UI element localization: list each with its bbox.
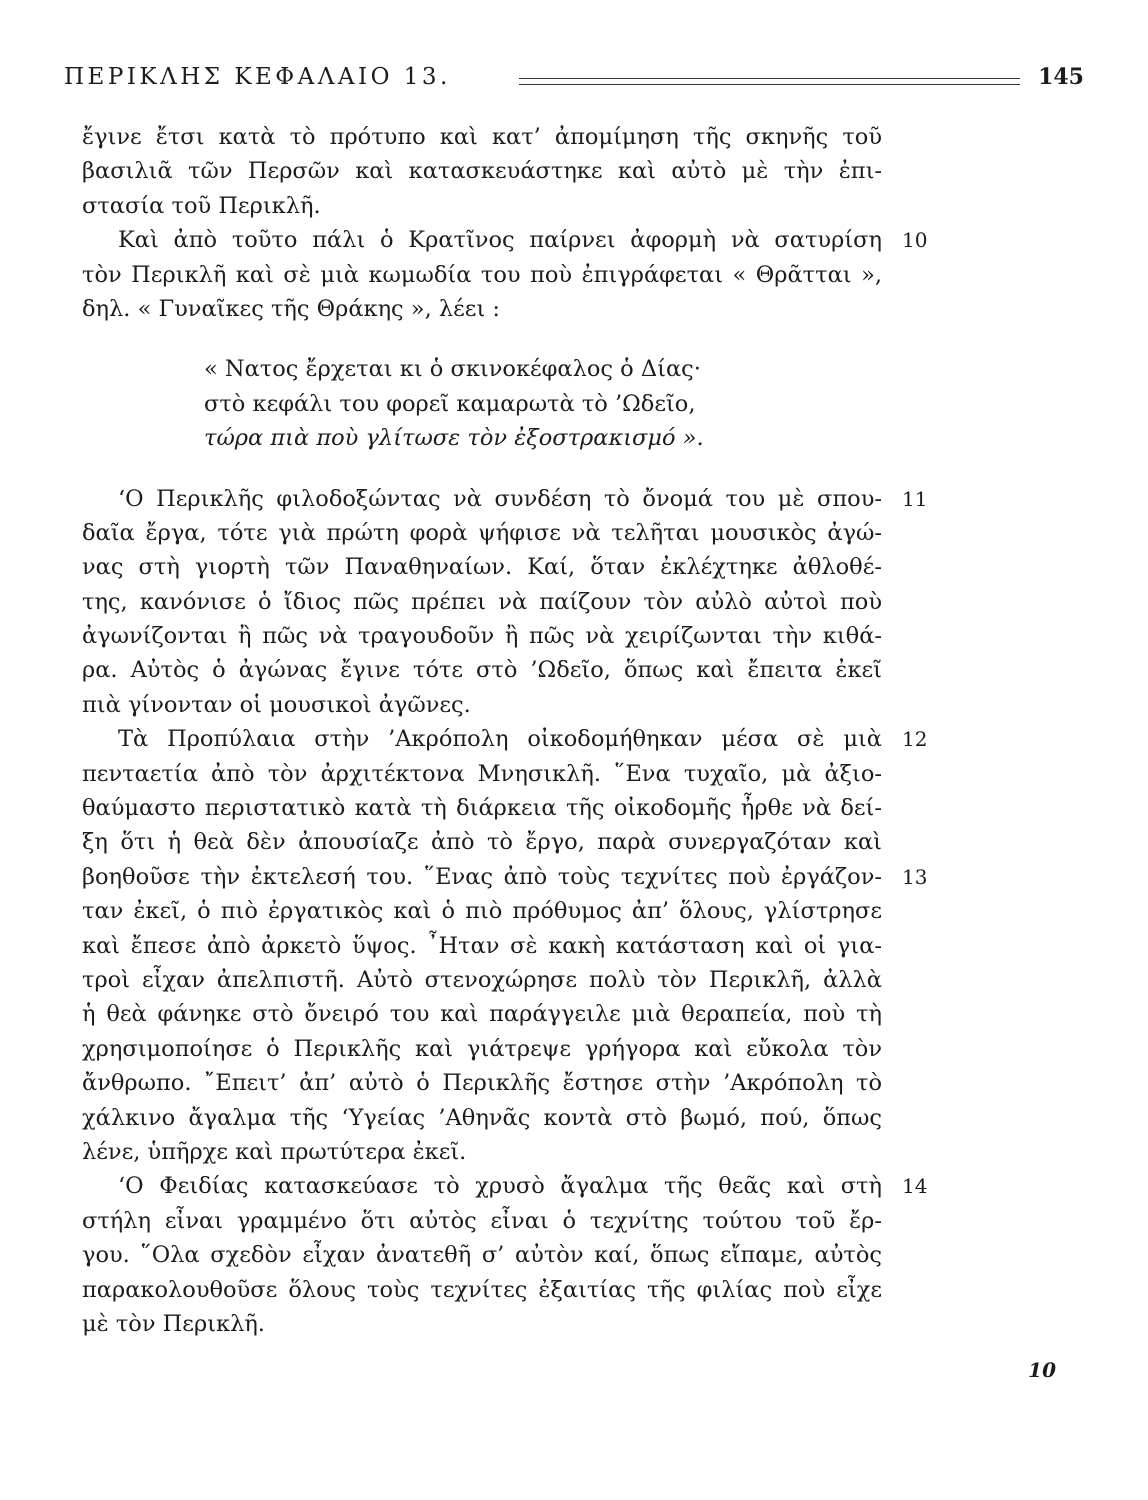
- verse-line: « Νατος ἔρχεται κι ὁ σκινοκέφαλος ὁ Δίας·: [204, 356, 701, 383]
- spacer: [82, 326, 882, 352]
- text-line: ξη ὅτι ἡ θεὰ δὲν ἀπουσίαζε ἀπὸ τὸ ἔργο, παρὰ συνεργαζόταν καὶ: [82, 829, 882, 856]
- text-line: τροὶ εἶχαν ἀπελπιστῆ. Αὐτὸ στενοχώρησε πολὺ τὸν Περικλῆ, ἀλλὰ: [82, 966, 882, 993]
- margin-number: 13: [902, 864, 928, 889]
- text-line: στασία τοῦ Περικλῆ.: [82, 192, 321, 219]
- text-line: καὶ ἔπεσε ἀπὸ ἀρκετὸ ὕψος. ῏Ηταν σὲ κακὴ κατάσταση καὶ οἱ για-: [82, 932, 882, 959]
- spacer: [82, 456, 882, 482]
- text-line: χάλκινο ἄγαλμα τῆς ‘Υγείας ’Αθηνᾶς κοντὰ στὸ βωμό, πού, ὅπως: [82, 1104, 882, 1131]
- text-line: θαύμαστο περιστατικὸ κατὰ τὴ διάρκεια τῆς οἰκοδομῆς ἦρθε νὰ δεί-: [82, 795, 882, 822]
- text-line: [82, 1169, 928, 1203]
- text-line: ἀγωνίζονται ἢ πῶς νὰ τραγουδοῦν ἢ πῶς νὰ χειρίζωνται τὴν κιθά-: [82, 623, 882, 650]
- text-line: ἔγινε ἔτσι κατὰ τὸ πρότυπο καὶ κατ’ ἀπομίμηση τῆς σκηνῆς τοῦ: [82, 124, 882, 150]
- text-line-content: ‘Ο Περικλῆς φιλοδοξώντας νὰ συνδέση τὸ ὄνομά του μὲ σπου-: [118, 485, 882, 512]
- verse-line: στὸ κεφάλι του φορεῖ καμαρωτὰ τὸ ’Ωδεῖο,: [204, 390, 696, 417]
- margin-number: 12: [902, 727, 928, 752]
- text-line: παρακολουθοῦσε ὅλους τοὺς τεχνίτες ἐξαιτίας τῆς φιλίας ποὺ εἶχε: [82, 1276, 882, 1303]
- text-line: γου. ῞Ολα σχεδὸν εἶχαν ἀνατεθῆ σ’ αὐτὸν καί, ὅπως εἴπαμε, αὐτὸς: [82, 1242, 882, 1269]
- text-line: της, κανόνισε ὁ ἴδιος πῶς πρέπει νὰ παίζουν τὸν αὐλὸ αὐτοὶ ποὺ: [82, 588, 882, 615]
- text-line: [82, 722, 928, 756]
- text-line: μὲ τὸν Περικλῆ.: [82, 1310, 265, 1337]
- text-line: βασιλιᾶ τῶν Περσῶν καὶ κατασκευάστηκε καὶ αὐτὸ μὲ τὴν ἐπι-: [82, 158, 882, 185]
- text-line: στήλη εἶναι γραμμένο ὅτι αὐτὸς εἶναι ὁ τεχνίτης τούτου τοῦ ἔρ-: [82, 1207, 882, 1234]
- verse-line: τώρα πιὰ ποὺ γλίτωσε τὸν ἐξοστρακισμό ».: [204, 425, 704, 452]
- text-line: ἄνθρωπο. ῎Επειτ’ ἀπ’ αὐτὸ ὁ Περικλῆς ἔστησε στὴν ’Ακρόπολη τὸ: [82, 1070, 882, 1097]
- text-line: τὸν Περικλῆ καὶ σὲ μιὰ κωμωδία του ποὺ ἐπιγράφεται « Θρᾶτται »,: [82, 261, 882, 288]
- text-line: λένε, ὑπῆρχε καὶ πρωτύτερα ἐκεῖ.: [82, 1138, 467, 1165]
- text-line: δαῖα ἔργα, τότε γιὰ πρώτη φορὰ ψήφισε νὰ τελῆται μουσικὸς ἀγώ-: [82, 519, 882, 546]
- signature-mark: 10: [1028, 1358, 1056, 1382]
- verse-quotation: [82, 352, 882, 455]
- text-line-content: βοηθοῦσε τὴν ἐκτελεσή του. ῞Ενας ἀπὸ τοὺς τεχνίτες ποὺ ἐργάζον-: [82, 863, 882, 890]
- text-line: [82, 223, 928, 257]
- text-line: νας στὴ γιορτὴ τῶν Παναθηναίων. Καί, ὅταν ἐκλέχτηκε ἀθλοθέ-: [82, 554, 882, 581]
- text-line: [82, 482, 928, 516]
- body-text: [82, 120, 928, 1341]
- text-line: ταν ἐκεῖ, ὁ πιὸ ἐργατικὸς καὶ ὁ πιὸ πρόθυμος ἀπ’ ὅλους, γλίστρησε: [82, 898, 882, 925]
- text-line: ρα. Αὐτὸς ὁ ἀγώνας ἔγινε τότε στὸ ’Ωδεῖο, ὅπως καὶ ἔπειτα ἐκεῖ: [82, 657, 882, 684]
- page-number: 145: [1038, 64, 1084, 90]
- text-line-content: ‘Ο Φειδίας κατασκεύασε τὸ χρυσὸ ἄγαλμα τῆς θεᾶς καὶ στὴ: [118, 1173, 882, 1200]
- running-head: ΠΕΡΙΚΛΗΣ ΚΕΦΑΛΑΙΟ 13.: [64, 64, 451, 90]
- text-line-content: Καὶ ἀπὸ τοῦτο πάλι ὁ Κρατῖνος παίρνει ἀφορμὴ νὰ σατυρίση: [118, 227, 882, 254]
- margin-number: 10: [902, 228, 928, 253]
- text-line: ἡ θεὰ φάνηκε στὸ ὄνειρό του καὶ παράγγειλε μιὰ θεραπεία, ποὺ τὴ: [82, 1001, 882, 1028]
- text-line: [82, 860, 928, 894]
- margin-number: 11: [902, 486, 928, 511]
- text-line: δηλ. « Γυναῖκες τῆς Θράκης », λέει :: [82, 295, 501, 322]
- text-line: πιὰ γίνονταν οἱ μουσικοὶ ἀγῶνες.: [82, 691, 471, 718]
- text-line-content: Τὰ Προπύλαια στὴν ’Ακρόπολη οἰκοδομήθηκαν μέσα σὲ μιὰ: [118, 726, 882, 753]
- margin-number: 14: [902, 1174, 928, 1199]
- page-header: [64, 64, 1084, 96]
- text-line: πενταετία ἀπὸ τὸν ἀρχιτέκτονα Μνησικλῆ. ῞Ενα τυχαῖο, μὰ ἀξιο-: [82, 760, 882, 787]
- text-line: χρησιμοποίησε ὁ Περικλῆς καὶ γιάτρεψε γρήγορα καὶ εὔκολα τὸν: [82, 1035, 882, 1062]
- header-rule: [519, 78, 1020, 85]
